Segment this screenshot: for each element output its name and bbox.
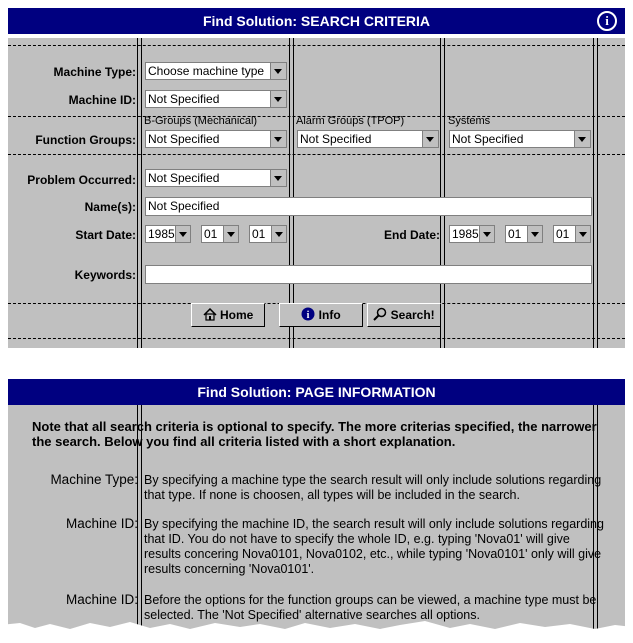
end-day-select[interactable] [553,225,591,243]
machine-id-value: Not Specified [148,92,220,106]
chevron-down-icon[interactable] [527,226,542,242]
keywords-label: Keywords: [74,268,136,282]
chevron-down-icon[interactable] [271,226,286,242]
grid-divider [289,38,290,348]
chevron-down-icon[interactable] [270,170,286,186]
info-circle-icon [301,307,315,321]
systems-header: Systems [448,115,491,127]
chevron-down-icon[interactable] [175,226,190,242]
start-year-value: 1985 [148,227,175,241]
end-date-label: End Date: [383,228,440,242]
systems-select[interactable] [449,130,591,148]
info-button[interactable] [279,303,363,327]
chevron-down-icon[interactable] [223,226,238,242]
info-entry-text: Before the options for the function groups can be viewed, a machine type must be selected. The 'Not Specified' alternative searches all options. [144,593,597,622]
search-button[interactable] [367,303,441,327]
end-year-value: 1985 [452,227,479,241]
end-month-select[interactable] [505,225,543,243]
alarm-groups-header: Alarm Groups (TPOP) [296,115,405,127]
row-separator [8,154,625,155]
search-criteria-panel [8,38,625,348]
chevron-down-icon[interactable] [270,91,286,107]
page-info-panel [8,405,625,643]
search-criteria-titlebar [8,8,625,34]
info-entry-label: Machine ID: [65,516,138,531]
grid-divider [444,38,445,348]
info-entry-label: Machine ID: [65,592,138,607]
row-separator [8,338,625,339]
function-groups-label: Function Groups: [35,133,136,147]
info-icon[interactable] [597,11,617,31]
page-info-titlebar [8,379,625,405]
home-icon [203,308,217,321]
info-entry-label: Machine Type: [50,472,138,487]
machine-type-value: Choose machine type [148,64,265,78]
chevron-down-icon[interactable] [270,63,286,79]
b-groups-header: B-Groups (Mechanical) [144,115,258,127]
home-button-label: Home [220,308,254,322]
names-input[interactable] [145,197,592,216]
keywords-input[interactable] [145,265,592,284]
problem-occurred-label: Problem Occurred: [27,173,136,187]
b-groups-select[interactable] [145,130,287,148]
magnifier-icon [373,307,387,321]
chevron-down-icon[interactable] [422,131,438,147]
systems-value: Not Specified [452,132,524,146]
grid-divider [597,38,598,348]
chevron-down-icon[interactable] [574,131,590,147]
start-date-label: Start Date: [75,228,136,242]
grid-divider [440,38,441,348]
chevron-down-icon[interactable] [575,226,590,242]
search-button-label: Search! [390,308,435,322]
start-month-select[interactable] [201,225,239,243]
machine-type-label: Machine Type: [53,65,136,79]
grid-divider [137,38,138,348]
start-month-value: 01 [204,227,218,241]
start-day-select[interactable] [249,225,287,243]
info-intro: Note that all search criteria is optional to specify. The more criterias specified, the narrower the search. Below you find all criteria listed with a short explanation. [32,419,597,449]
problem-occurred-select[interactable] [145,169,287,187]
alarm-groups-select[interactable] [297,130,439,148]
grid-divider [593,38,594,348]
info-icon-glyph: i [605,13,609,28]
end-year-select[interactable] [449,225,495,243]
chevron-down-icon[interactable] [270,131,286,147]
end-month-value: 01 [508,227,522,241]
row-separator [8,45,625,46]
problem-occurred-value: Not Specified [148,171,220,185]
alarm-groups-value: Not Specified [300,132,372,146]
names-label: Name(s): [84,200,136,214]
search-criteria-title: Find Solution: SEARCH CRITERIA [202,13,431,29]
machine-id-select[interactable] [145,90,287,108]
grid-divider [293,38,294,348]
start-day-value: 01 [252,227,266,241]
end-day-value: 01 [556,227,570,241]
chevron-down-icon[interactable] [479,226,494,242]
info-entry-text: By specifying the machine ID, the search result will only include solutions regarding that ID. You do not have to specify the whole ID, e.g. typing 'Nova01' will give results concering Nova0101, Nova0102, etc., while typing 'Nova0101' only will give results concerning 'Nova0101'. [144,517,604,576]
torn-edge-decoration [0,615,633,643]
svg-text:i: i [306,310,310,321]
grid-divider [141,38,142,348]
page-info-title: Find Solution: PAGE INFORMATION [197,384,436,400]
start-year-select[interactable] [145,225,191,243]
machine-type-select[interactable] [145,62,287,80]
machine-id-label: Machine ID: [68,93,136,107]
info-entry-text: By specifying a machine type the search result will only include solutions regarding that type. If none is choosen, all types will be included in the search. [144,473,602,502]
info-button-label: Info [318,308,341,322]
home-button[interactable] [191,303,265,327]
b-groups-value: Not Specified [148,132,220,146]
names-value: Not Specified [148,199,220,213]
